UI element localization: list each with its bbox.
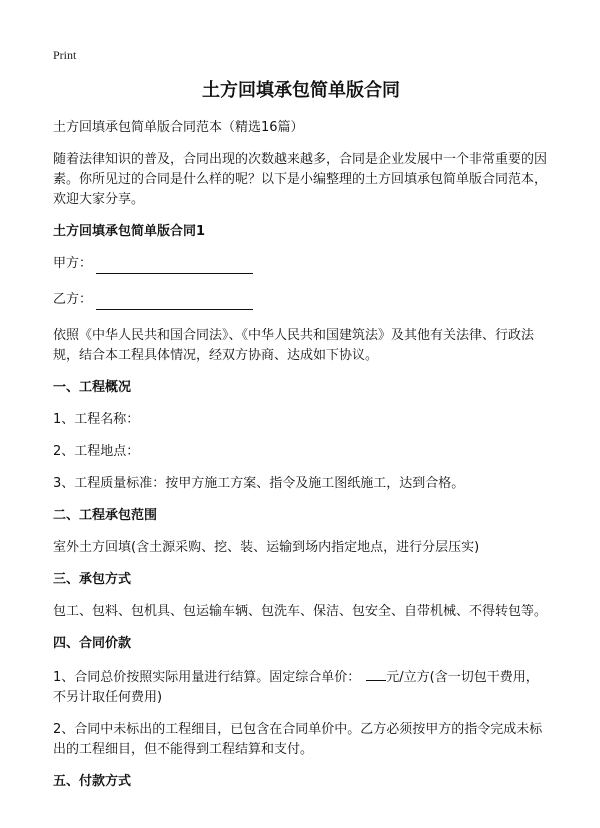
section-1-item-3: 3、工程质量标准：按甲方施工方案、指令及施工图纸施工，达到合格。	[53, 476, 465, 491]
section-4-item-1-suffix: 元/立方(含一切包干费用，不另计取任何费用)	[53, 670, 539, 705]
document-body	[53, 78, 549, 804]
section-4-item-1	[53, 666, 549, 708]
section-4-item-2: 2、合同中未标出的工程细目，已包含在合同单价中。乙方必须按甲方的指令完成未标出的工程细目，但不能得到工程结算和支付。	[53, 722, 543, 757]
basis-paragraph: 依照《中华人民共和国合同法》、《中华人民共和国建筑法》及其他有关法律、行政法规，结合本工程具体情况，经双方协商、达成如下协议。	[53, 328, 535, 363]
section-2-heading: 二、工程承包范围	[53, 508, 158, 523]
party-a-label: 甲方：	[53, 256, 93, 271]
party-a-blank	[96, 257, 253, 274]
intro-paragraph: 随着法律知识的普及，合同出现的次数越来越多，合同是企业发展中一个非常重要的因素。你所见过的合同是什么样的呢？以下是小编整理的土方回填承包简单版合同范本，欢迎大家分享。	[53, 152, 548, 207]
party-b-blank	[96, 293, 253, 310]
section-5-heading: 五、付款方式	[53, 774, 132, 789]
section-2-text: 室外土方回填(含土源采购、挖、装、运输到场内指定地点，进行分层压实)	[53, 540, 480, 555]
section-4-item-1-prefix: 1、合同总价按照实际用量进行结算。固定综合单价：	[53, 670, 361, 685]
party-a-row	[53, 254, 549, 274]
section-4-heading: 四、合同价款	[53, 636, 132, 651]
subtitle: 土方回填承包简单版合同范本（精选16篇）	[53, 120, 304, 135]
print-link[interactable]: Print	[53, 48, 77, 62]
section-1-item-2: 2、工程地点：	[53, 444, 140, 459]
section-1-heading: 一、工程概况	[53, 380, 132, 395]
section-1-item-1: 1、工程名称：	[53, 412, 140, 427]
party-b-label: 乙方：	[53, 292, 93, 307]
contract-heading: 土方回填承包简单版合同1	[53, 224, 206, 239]
section-3-heading: 三、承包方式	[53, 572, 132, 587]
section-3-text: 包工、包料、包机具、包运输车辆、包洗车、保洁、包安全、自带机械、不得转包等。	[53, 604, 548, 619]
party-b-row	[53, 290, 549, 310]
unit-price-blank	[366, 666, 386, 681]
page-title: 土方回填承包简单版合同	[202, 80, 400, 101]
